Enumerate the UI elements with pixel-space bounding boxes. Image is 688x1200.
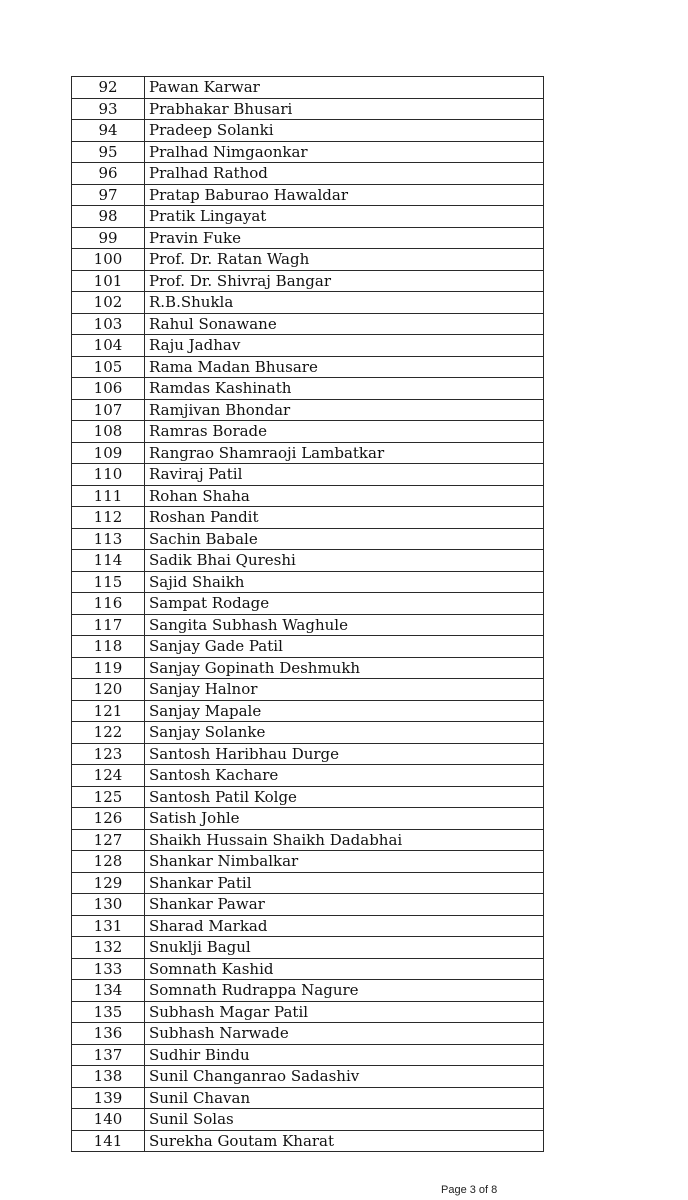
name-cell: Pravin Fuke <box>145 227 544 249</box>
name-cell: Pawan Karwar <box>145 77 544 99</box>
serial-number-cell: 112 <box>72 507 145 529</box>
serial-number-cell: 127 <box>72 829 145 851</box>
table-row <box>72 507 544 529</box>
serial-number-cell: 136 <box>72 1023 145 1045</box>
serial-number-cell: 94 <box>72 120 145 142</box>
name-cell: Sadik Bhai Qureshi <box>145 550 544 572</box>
table-row <box>72 1109 544 1131</box>
name-cell: Satish Johle <box>145 808 544 830</box>
table-row <box>72 1130 544 1152</box>
table-row <box>72 937 544 959</box>
name-cell: Sudhir Bindu <box>145 1044 544 1066</box>
table-row <box>72 894 544 916</box>
serial-number-cell: 130 <box>72 894 145 916</box>
name-cell: Sanjay Halnor <box>145 679 544 701</box>
serial-number-cell: 128 <box>72 851 145 873</box>
table-row <box>72 571 544 593</box>
table-row <box>72 356 544 378</box>
table-row <box>72 313 544 335</box>
name-cell: Sanjay Gade Patil <box>145 636 544 658</box>
serial-number-cell: 93 <box>72 98 145 120</box>
table-row <box>72 485 544 507</box>
serial-number-cell: 134 <box>72 980 145 1002</box>
name-cell: Santosh Patil Kolge <box>145 786 544 808</box>
name-cell: Rahul Sonawane <box>145 313 544 335</box>
name-cell: Raju Jadhav <box>145 335 544 357</box>
table-row <box>72 980 544 1002</box>
name-cell: Shankar Pawar <box>145 894 544 916</box>
serial-number-cell: 137 <box>72 1044 145 1066</box>
table-row <box>72 163 544 185</box>
serial-number-cell: 102 <box>72 292 145 314</box>
table-row <box>72 958 544 980</box>
name-cell: Santosh Kachare <box>145 765 544 787</box>
roster-body <box>72 77 544 1152</box>
table-row <box>72 743 544 765</box>
serial-number-cell: 118 <box>72 636 145 658</box>
table-row <box>72 141 544 163</box>
serial-number-cell: 108 <box>72 421 145 443</box>
table-row <box>72 206 544 228</box>
name-cell: Santosh Haribhau Durge <box>145 743 544 765</box>
name-cell: Sanjay Gopinath Deshmukh <box>145 657 544 679</box>
serial-number-cell: 123 <box>72 743 145 765</box>
table-row <box>72 1044 544 1066</box>
serial-number-cell: 113 <box>72 528 145 550</box>
name-cell: Roshan Pandit <box>145 507 544 529</box>
serial-number-cell: 114 <box>72 550 145 572</box>
serial-number-cell: 117 <box>72 614 145 636</box>
name-cell: Subhash Narwade <box>145 1023 544 1045</box>
serial-number-cell: 129 <box>72 872 145 894</box>
table-row <box>72 399 544 421</box>
serial-number-cell: 100 <box>72 249 145 271</box>
serial-number-cell: 119 <box>72 657 145 679</box>
name-cell: Sangita Subhash Waghule <box>145 614 544 636</box>
serial-number-cell: 104 <box>72 335 145 357</box>
table-row <box>72 700 544 722</box>
table-row <box>72 442 544 464</box>
table-row <box>72 915 544 937</box>
table-row <box>72 851 544 873</box>
table-row <box>72 786 544 808</box>
name-cell: Ramras Borade <box>145 421 544 443</box>
table-row <box>72 184 544 206</box>
name-cell: Prabhakar Bhusari <box>145 98 544 120</box>
name-cell: Sunil Solas <box>145 1109 544 1131</box>
name-cell: Shaikh Hussain Shaikh Dadabhai <box>145 829 544 851</box>
table-row <box>72 679 544 701</box>
name-cell: Sunil Chavan <box>145 1087 544 1109</box>
serial-number-cell: 124 <box>72 765 145 787</box>
name-cell: Prof. Dr. Shivraj Bangar <box>145 270 544 292</box>
table-row <box>72 249 544 271</box>
table-row <box>72 872 544 894</box>
table-row <box>72 77 544 99</box>
table-row <box>72 335 544 357</box>
table-row <box>72 550 544 572</box>
serial-number-cell: 92 <box>72 77 145 99</box>
table-row <box>72 593 544 615</box>
serial-number-cell: 106 <box>72 378 145 400</box>
table-row <box>72 829 544 851</box>
name-cell: Snuklji Bagul <box>145 937 544 959</box>
table-row <box>72 292 544 314</box>
serial-number-cell: 98 <box>72 206 145 228</box>
name-cell: Rangrao Shamraoji Lambatkar <box>145 442 544 464</box>
serial-number-cell: 115 <box>72 571 145 593</box>
roster-table <box>71 76 544 1152</box>
name-cell: Sachin Babale <box>145 528 544 550</box>
table-row <box>72 1023 544 1045</box>
table-row <box>72 1087 544 1109</box>
name-cell: Subhash Magar Patil <box>145 1001 544 1023</box>
table-row <box>72 421 544 443</box>
page-number: Page 3 of 8 <box>441 1184 498 1196</box>
table-row <box>72 227 544 249</box>
serial-number-cell: 138 <box>72 1066 145 1088</box>
name-cell: Raviraj Patil <box>145 464 544 486</box>
name-cell: Pralhad Rathod <box>145 163 544 185</box>
serial-number-cell: 121 <box>72 700 145 722</box>
name-cell: Sharad Markad <box>145 915 544 937</box>
name-cell: Pratik Lingayat <box>145 206 544 228</box>
table-row <box>72 528 544 550</box>
serial-number-cell: 122 <box>72 722 145 744</box>
name-cell: Prof. Dr. Ratan Wagh <box>145 249 544 271</box>
serial-number-cell: 109 <box>72 442 145 464</box>
serial-number-cell: 132 <box>72 937 145 959</box>
serial-number-cell: 131 <box>72 915 145 937</box>
serial-number-cell: 96 <box>72 163 145 185</box>
serial-number-cell: 139 <box>72 1087 145 1109</box>
serial-number-cell: 99 <box>72 227 145 249</box>
table-row <box>72 120 544 142</box>
name-cell: Ramdas Kashinath <box>145 378 544 400</box>
table-row <box>72 636 544 658</box>
table-row <box>72 657 544 679</box>
serial-number-cell: 111 <box>72 485 145 507</box>
serial-number-cell: 105 <box>72 356 145 378</box>
table-row <box>72 808 544 830</box>
table-row <box>72 1001 544 1023</box>
serial-number-cell: 116 <box>72 593 145 615</box>
serial-number-cell: 95 <box>72 141 145 163</box>
name-cell: Pradeep Solanki <box>145 120 544 142</box>
name-cell: R.B.Shukla <box>145 292 544 314</box>
serial-number-cell: 101 <box>72 270 145 292</box>
name-cell: Rohan Shaha <box>145 485 544 507</box>
serial-number-cell: 110 <box>72 464 145 486</box>
name-cell: Rama Madan Bhusare <box>145 356 544 378</box>
table-row <box>72 765 544 787</box>
serial-number-cell: 120 <box>72 679 145 701</box>
name-cell: Sanjay Solanke <box>145 722 544 744</box>
name-cell: Sunil Changanrao Sadashiv <box>145 1066 544 1088</box>
name-cell: Pratap Baburao Hawaldar <box>145 184 544 206</box>
serial-number-cell: 135 <box>72 1001 145 1023</box>
serial-number-cell: 133 <box>72 958 145 980</box>
name-cell: Somnath Rudrappa Nagure <box>145 980 544 1002</box>
table-row <box>72 98 544 120</box>
serial-number-cell: 125 <box>72 786 145 808</box>
serial-number-cell: 103 <box>72 313 145 335</box>
table-row <box>72 270 544 292</box>
table-row <box>72 378 544 400</box>
name-cell: Shankar Patil <box>145 872 544 894</box>
table-row <box>72 464 544 486</box>
name-cell: Ramjivan Bhondar <box>145 399 544 421</box>
name-cell: Shankar Nimbalkar <box>145 851 544 873</box>
name-cell: Sanjay Mapale <box>145 700 544 722</box>
serial-number-cell: 141 <box>72 1130 145 1152</box>
serial-number-cell: 107 <box>72 399 145 421</box>
name-cell: Sajid Shaikh <box>145 571 544 593</box>
serial-number-cell: 126 <box>72 808 145 830</box>
name-cell: Somnath Kashid <box>145 958 544 980</box>
serial-number-cell: 140 <box>72 1109 145 1131</box>
table-row <box>72 614 544 636</box>
serial-number-cell: 97 <box>72 184 145 206</box>
name-cell: Surekha Goutam Kharat <box>145 1130 544 1152</box>
table-row <box>72 722 544 744</box>
name-cell: Pralhad Nimgaonkar <box>145 141 544 163</box>
name-cell: Sampat Rodage <box>145 593 544 615</box>
table-row <box>72 1066 544 1088</box>
